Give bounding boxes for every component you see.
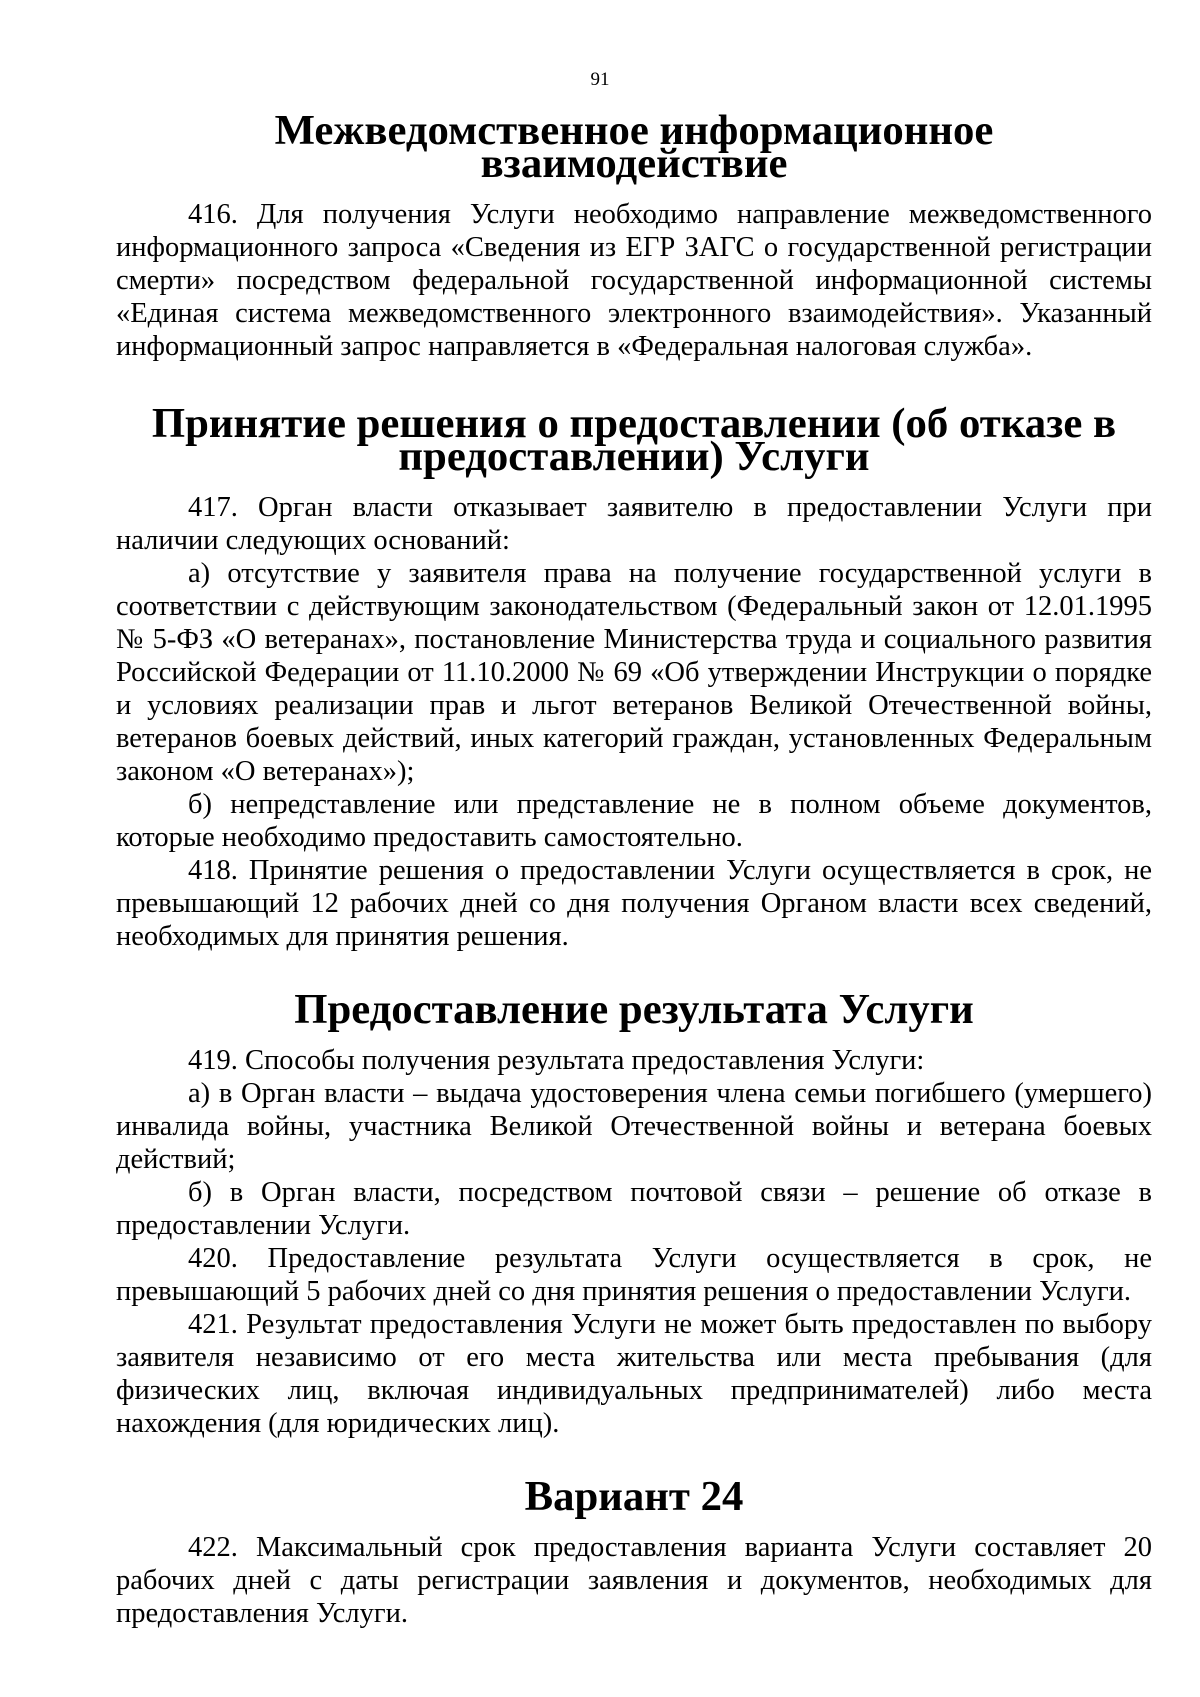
- paragraph-422: 422. Максимальный срок предоставления варианта Услуги составляет 20 рабочих дней с даты регистрации заявления и документов, необходимых для предоставления Услуги.: [116, 1532, 1152, 1629]
- paragraph-420: 420. Предоставление результата Услуги осуществляется в срок, не превышающий 5 рабочих дней со дня принятия решения о предоставлении Услуги.: [116, 1243, 1152, 1307]
- paragraph-419: 419. Способы получения результата предоставления Услуги:: [188, 1045, 925, 1076]
- paragraph-417-b: б) непредставление или представление не в полном объеме документов, которые необходимо предоставить самостоятельно.: [116, 789, 1152, 853]
- section-heading-result: Предоставление результата Услуги: [294, 986, 974, 1033]
- section-heading-interagency: Межведомственное информационное взаимодействие: [274, 107, 994, 187]
- page-number: 91: [590, 69, 610, 90]
- paragraph-417-a: а) отсутствие у заявителя права на получение государственной услуги в соответствии с действующим законодательством (Федеральный закон от 12.01.1995 № 5-ФЗ «О ветеранах», постановление Министерства труда и социального развития Российской Федерации от 11.10.2000 № 69 «Об утверждении Инструкции о порядке и условиях реализации прав и льгот ветеранов Великой Отечественной войны, ветеранов боевых действий, иных категорий граждан, установленных Федеральным законом «О ветеранах»);: [116, 558, 1152, 787]
- section-heading-decision: Принятие решения о предоставлении (об отказе в предоставлении) Услуги: [151, 400, 1117, 480]
- paragraph-419-a: а) в Орган власти – выдача удостоверения члена семьи погибшего (умершего) инвалида войны, участника Великой Отечественной войны и ветерана боевых действий;: [116, 1078, 1152, 1175]
- paragraph-418: 418. Принятие решения о предоставлении Услуги осуществляется в срок, не превышающий 12 рабочих дней со дня получения Органом власти всех сведений, необходимых для принятия решения.: [116, 855, 1152, 952]
- paragraph-421: 421. Результат предоставления Услуги не может быть предоставлен по выбору заявителя независимо от его места жительства или места пребывания (для физических лиц, включая индивидуальных предпринимателей) либо места нахождения (для юридических лиц).: [116, 1309, 1152, 1439]
- paragraph-417: 417. Орган власти отказывает заявителю в предоставлении Услуги при наличии следующих оснований:: [116, 492, 1152, 556]
- paragraph-419-b: б) в Орган власти, посредством почтовой связи – решение об отказе в предоставлении Услуги.: [116, 1177, 1152, 1241]
- section-heading-variant-24: Вариант 24: [524, 1473, 744, 1520]
- paragraph-416: 416. Для получения Услуги необходимо направление межведомственного информационного запроса «Сведения из ЕГР ЗАГС о государственной регистрации смерти» посредством федеральной государственной информационной системы «Единая система межведомственного электронного взаимодействия». Указанный информационный запрос направляется в «Федеральная налоговая служба».: [116, 199, 1152, 362]
- document-body: [116, 107, 1152, 1630]
